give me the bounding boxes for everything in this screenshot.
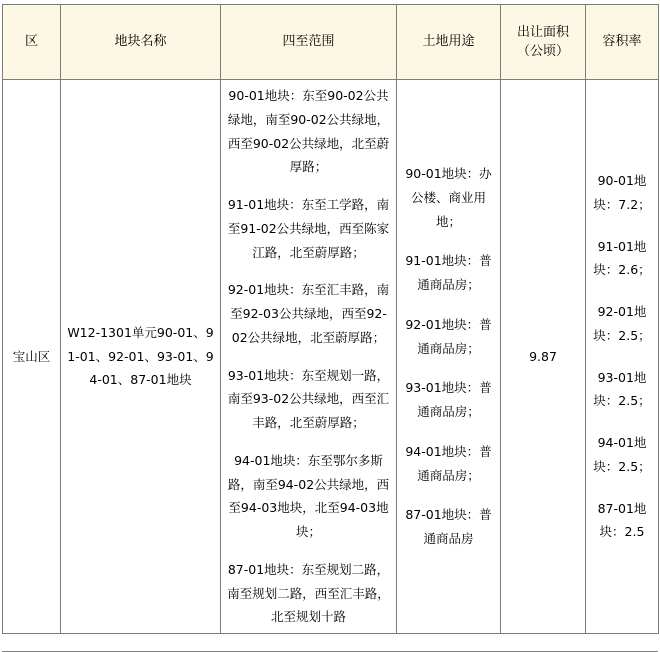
scope-paragraph: 90-01地块：东至90-02公共绿地，南至90-02公共绿地，西至90-02公共绿地，北至蔚厚路； (227, 88, 390, 175)
cell-boundary-scope (221, 80, 397, 634)
scope-paragraph: 92-01地块：东至汇丰路，南至92-03公共绿地，西至92-02公共绿地，北至蔚厚路； (227, 282, 390, 345)
scope-paragraph: 94-01地块：东至鄂尔多斯路，南至94-02公共绿地，西至94-03地块，北至94-03地块； (227, 452, 390, 539)
far-paragraph: 90-01地块：7.2； (593, 173, 651, 212)
column-header-parcel-name: 地块名称 (61, 5, 221, 80)
table-body (3, 80, 659, 634)
land-use-paragraph: 92-01地块：普通商品房； (405, 316, 492, 356)
column-header-floor-area-ratio: 容积率 (586, 5, 659, 80)
land-parcel-table-container (0, 4, 660, 652)
column-header-transfer-area: 出让面积（公顷） (501, 5, 586, 80)
column-header-district: 区 (3, 5, 61, 80)
cell-district: 宝山区 (3, 80, 61, 634)
land-use-paragraph: 94-01地块：普通商品房； (405, 443, 492, 483)
cell-transfer-area: 9.87 (501, 80, 586, 634)
table-header-row (3, 5, 659, 80)
land-use-paragraph: 90-01地块：办公楼、商业用地； (405, 166, 492, 229)
table-row (3, 80, 659, 634)
column-header-land-use: 土地用途 (397, 5, 501, 80)
land-parcel-table (2, 4, 659, 634)
land-use-paragraph: 87-01地块：普通商品房 (405, 507, 492, 547)
land-use-paragraph: 91-01地块：普通商品房； (405, 253, 492, 293)
table-header (3, 5, 659, 80)
cell-land-use (397, 80, 501, 634)
scope-paragraph: 93-01地块：东至规划一路，南至93-02公共绿地，西至汇丰路，北至蔚厚路； (227, 367, 390, 430)
cell-parcel-name: W12-1301单元90-01、91-01、92-01、93-01、94-01、87-01地块 (61, 80, 221, 634)
scope-paragraph: 91-01地块：东至工学路，南至91-02公共绿地，西至陈家江路，北至蔚厚路； (227, 197, 390, 260)
cell-floor-area-ratio (586, 80, 659, 634)
far-paragraph: 92-01地块：2.5； (593, 304, 651, 343)
table-bottom-rule (2, 634, 658, 652)
column-header-boundary-scope: 四至范围 (221, 5, 397, 80)
far-paragraph: 91-01地块：2.6； (593, 238, 651, 278)
scope-paragraph: 87-01地块：东至规划二路，南至规划二路，西至汇丰路，北至规划十路 (227, 561, 390, 625)
far-paragraph: 93-01地块：2.5； (593, 369, 651, 409)
far-paragraph: 87-01地块：2.5 (597, 500, 647, 540)
far-paragraph: 94-01地块：2.5； (593, 435, 651, 474)
land-use-paragraph: 93-01地块：普通商品房； (405, 380, 492, 420)
